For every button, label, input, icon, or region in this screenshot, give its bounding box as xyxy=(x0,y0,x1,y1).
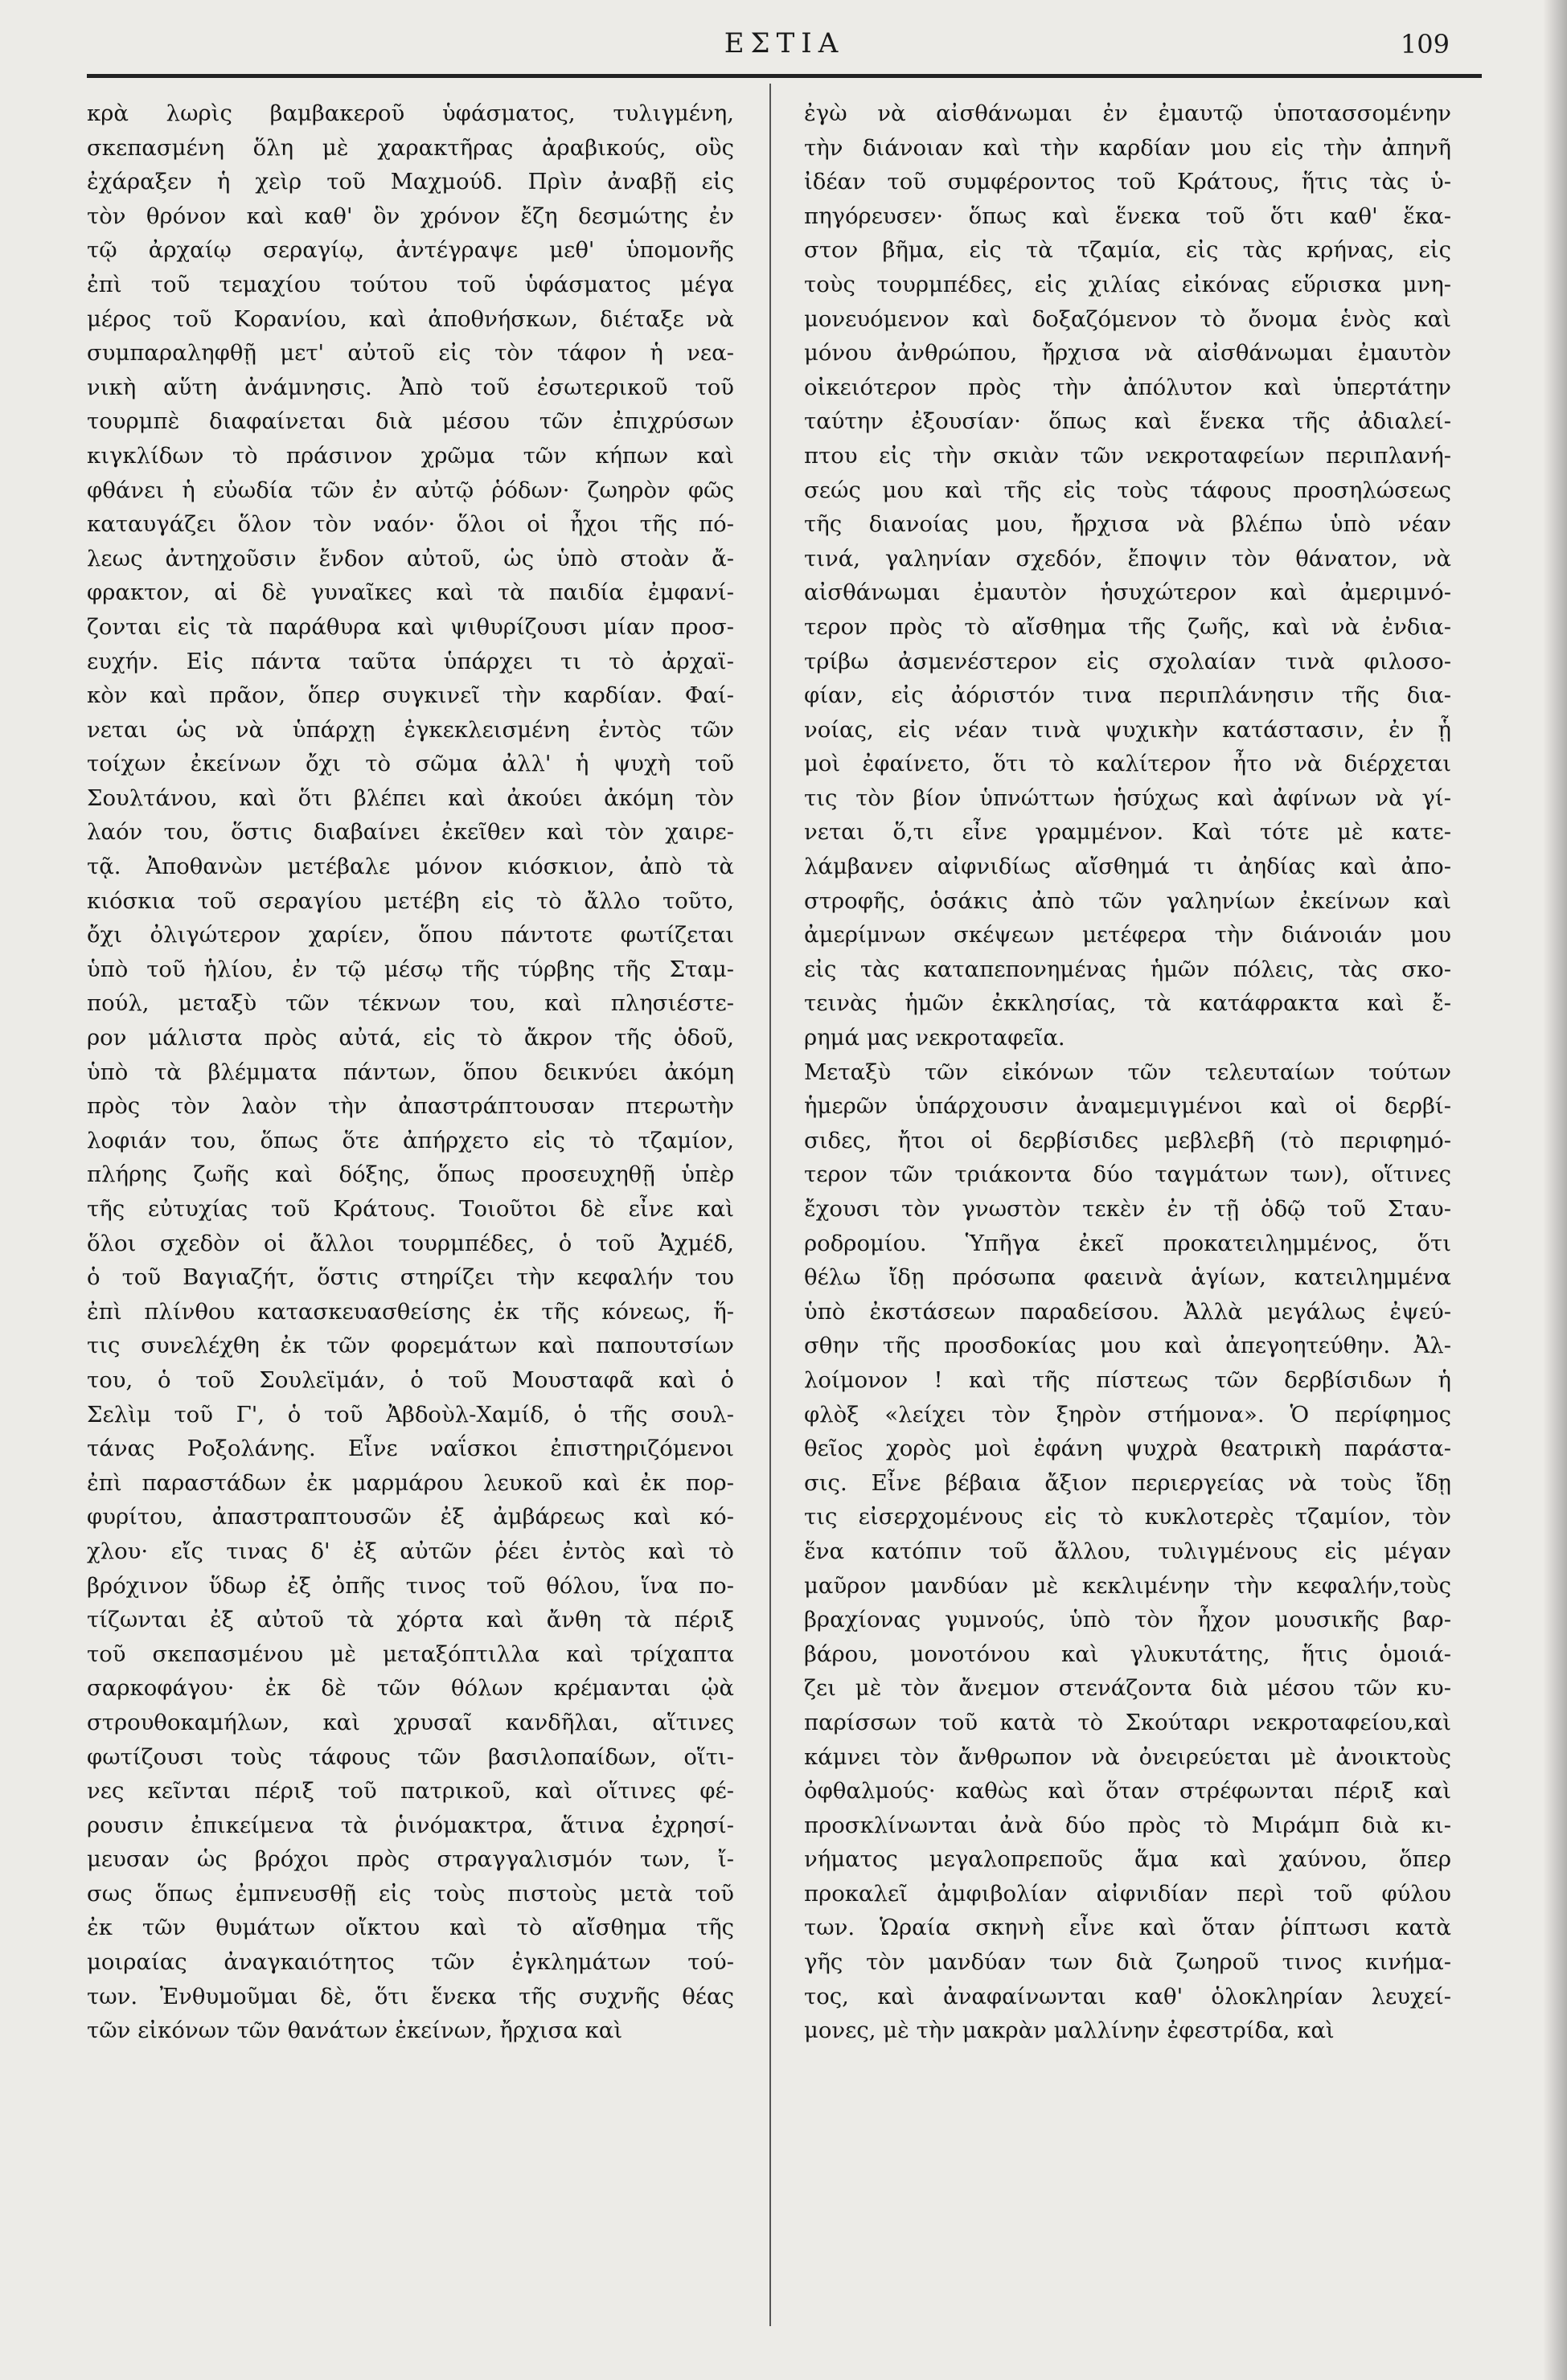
right-column-line: Μεταξὺ τῶν εἰκόνων τῶν τελευταίων τούτων xyxy=(804,1059,1451,1085)
left-column-line: φθάνει ἡ εὐωδία τῶν ἐν αὐτῷ ῥόδων· ζωηρὸν φῶς xyxy=(87,477,734,503)
right-column-line: μοὶ ἐφαίνετο, ὅτι τὸ καλίτερον ἦτο νὰ διέρχεται xyxy=(804,751,1451,777)
right-column-line: εἰς τὰς καταπεπονημένας ἡμῶν πόλεις, τὰς σκο- xyxy=(804,956,1451,982)
right-column-line: ἔχουσι τὸν γνωστὸν τεκὲν ἐν τῇ ὁδῷ τοῦ Σταυ- xyxy=(804,1196,1451,1222)
page-header xyxy=(87,24,1482,64)
left-column-line: τοῦ σκεπασμένου μὲ μεταξόπτιλλα καὶ τρίχαπτα xyxy=(87,1641,734,1667)
right-column-line: νοίας, εἰς νέαν τινὰ ψυχικὴν κατάστασιν, ἐν ᾗ xyxy=(804,716,1451,743)
right-column-line: σθην τῆς προσδοκίας μου καὶ ἀπεγοητεύθην. Ἀλ- xyxy=(804,1333,1451,1359)
right-column-line: σεώς μου καὶ τῆς εἰς τοὺς τάφους προσηλώσεως xyxy=(804,477,1451,503)
right-column-line: θέλω ἴδῃ πρόσωπα φαεινὰ ἁγίων, κατειλημμένα xyxy=(804,1264,1451,1291)
left-column-line: τὸν θρόνον καὶ καθ' ὃν χρόνον ἔζη δεσμώτης ἐν xyxy=(87,203,734,229)
right-column-line: λοίμονον ! καὶ τῆς πίστεως τῶν δερβίσιδων ἡ xyxy=(804,1366,1451,1393)
left-column-line: του, ὁ τοῦ Σουλεϊμάν, ὁ τοῦ Μουσταφᾶ καὶ ὁ xyxy=(87,1366,734,1393)
right-column-line: τεινὰς ἡμῶν ἐκκλησίας, τὰ κατάφρακτα καὶ ἔ- xyxy=(804,990,1451,1017)
left-column-line: ευχήν. Εἰς πάντα ταῦτα ὑπάρχει τι τὸ ἀρχαϊ- xyxy=(87,648,734,674)
right-column-line: νεται ὅ,τι εἶνε γραμμένον. Καὶ τότε μὲ κατε- xyxy=(804,819,1451,846)
right-column-line: τὴν διάνοιαν καὶ τὴν καρδίαν μου εἰς τὴν ἀπηνῆ xyxy=(804,134,1451,161)
left-column-line: τοίχων ἐκείνων ὄχι τὸ σῶμα ἀλλ' ἡ ψυχὴ τοῦ xyxy=(87,751,734,777)
left-column-line: μευσαν ὡς βρόχοι πρὸς στραγγαλισμόν των, ἴ- xyxy=(87,1846,734,1873)
right-column-line: βάρου, μονοτόνου καὶ γλυκυτάτης, ἥτις ὁμοιά- xyxy=(804,1641,1451,1667)
left-column-line: πούλ, μεταξὺ τῶν τέκνων του, καὶ πλησιέστε- xyxy=(87,990,734,1017)
left-column-line: ἐπὶ πλίνθου κατασκευασθείσης ἐκ τῆς κόνεως, ἥ- xyxy=(87,1298,734,1325)
left-column-line: τῷ ἀρχαίῳ σεραγίῳ, ἀντέγραψε μεθ' ὑπομονῆς xyxy=(87,237,734,264)
right-column-line: τρίβω ἀσμενέστερον εἰς σχολαίαν τινὰ φιλοσο- xyxy=(804,648,1451,674)
right-column-line: σιδες, ἤτοι οἱ δερβίσιδες μεβλεβῆ (τὸ περιφημό- xyxy=(804,1127,1451,1153)
right-column-line: ζει μὲ τὸν ἄνεμον στενάζοντα διὰ μέσου τῶν κυ- xyxy=(804,1675,1451,1702)
left-column-line: Σουλτάνου, καὶ ὅτι βλέπει καὶ ἀκούει ἀκόμη τὸν xyxy=(87,784,734,811)
left-column-line: φωτίζουσι τοὺς τάφους τῶν βασιλοπαίδων, οἵτι- xyxy=(87,1743,734,1770)
left-column-line: κιγκλίδων τὸ πράσινον χρῶμα τῶν κήπων καὶ xyxy=(87,442,734,469)
right-column-line: των. Ὡραία σκηνὴ εἶνε καὶ ὅταν ῥίπτωσι κατὰ xyxy=(804,1915,1451,1941)
left-column-line: ἐκ τῶν θυμάτων οἴκτου καὶ τὸ αἴσθημα τῆς xyxy=(87,1915,734,1941)
left-column-line: σκεπασμένη ὅλη μὲ χαρακτῆρας ἀραβικούς, οὓς xyxy=(87,134,734,161)
right-column-line: κάμνει τὸν ἄνθρωπον νὰ ὀνειρεύεται μὲ ἀνοικτοὺς xyxy=(804,1743,1451,1770)
left-column-line: μέρος τοῦ Κορανίου, καὶ ἀποθνήσκων, διέταξε νὰ xyxy=(87,305,734,332)
right-column-line: ροδρομίου. Ὑπῆγα ἐκεῖ προκατειλημμένος, ὅτι xyxy=(804,1230,1451,1256)
left-column-line: τίζωνται ἐξ αὐτοῦ τὰ χόρτα καὶ ἄνθη τὰ πέριξ xyxy=(87,1607,734,1633)
left-column-line: φρακτον, αἱ δὲ γυναῖκες καὶ τὰ παιδία ἐμφανί- xyxy=(87,580,734,606)
column-divider xyxy=(769,84,771,2326)
right-column-line: τῆς διανοίας μου, ἤρχισα νὰ βλέπω ὑπὸ νέαν xyxy=(804,511,1451,538)
left-column-line: των. Ἐνθυμοῦμαι δὲ, ὅτι ἕνεκα τῆς συχνῆς θέας xyxy=(87,1983,734,2009)
left-column-line: τῶν εἰκόνων τῶν θανάτων ἐκείνων, ἤρχισα καὶ xyxy=(87,2017,623,2044)
right-column-line: μόνου ἀνθρώπου, ἤρχισα νὰ αἰσθάνωμαι ἐμαυτὸν xyxy=(804,340,1451,367)
right-column-line: τις εἰσερχομένους εἰς τὸ κυκλοτερὲς τζαμίον, τὸν xyxy=(804,1504,1451,1530)
left-column-line: τουρμπὲ διαφαίνεται διὰ μέσου τῶν ἐπιχρύσων xyxy=(87,408,734,435)
right-column-line: ταύτην ἐξουσίαν· ὅπως καὶ ἕνεκα τῆς ἀδιαλεί- xyxy=(804,408,1451,435)
right-column-line: βραχίονας γυμνούς, ὑπὸ τὸν ἦχον μουσικῆς βαρ- xyxy=(804,1607,1451,1633)
right-column-line: μονευόμενον καὶ δοξαζόμενον τὸ ὄνομα ἑνὸς καὶ xyxy=(804,305,1451,332)
right-column-line: ρημά μας νεκροταφεῖα. xyxy=(804,1025,1065,1051)
right-column-line: γῆς τὸν μανδύαν των διὰ ζωηροῦ τινος κινήμα- xyxy=(804,1949,1451,1976)
right-column-line: ἀμερίμνων σκέψεων μετέφερα τὴν διάνοιάν μου xyxy=(804,922,1451,948)
right-column xyxy=(804,96,1451,2048)
left-column xyxy=(87,96,734,2048)
left-column-line: κὸν καὶ πρᾶον, ὅπερ συγκινεῖ τὴν καρδίαν. Φαί- xyxy=(87,682,734,709)
right-column-line: ἰδέαν τοῦ συμφέροντος τοῦ Κράτους, ἥτις τὰς ὑ- xyxy=(804,169,1451,195)
right-column-line: στροφῆς, ὁσάκις ἀπὸ τῶν γαληνίων ἐκείνων καὶ xyxy=(804,887,1451,914)
right-column-line: τοὺς τουρμπέδες, εἰς χιλίας εἰκόνας εὕρισκα μνη- xyxy=(804,271,1451,297)
right-column-line: τος, καὶ ἀναφαίνωνται καθ' ὁλοκληρίαν λευχεί- xyxy=(804,1983,1451,2009)
left-column-line: τις συνελέχθη ἐκ τῶν φορεμάτων καὶ παπουτσίων xyxy=(87,1333,734,1359)
right-column-line: ὑπὸ ἐκστάσεων παραδείσου. Ἀλλὰ μεγάλως ἐψεύ- xyxy=(804,1298,1451,1325)
right-column-line: πηγόρευσεν· ὅπως καὶ ἕνεκα τοῦ ὅτι καθ' ἕκα- xyxy=(804,203,1451,229)
right-column-line: μονες, μὲ τὴν μακρὰν μαλλίνην ἐφεστρίδα, καὶ xyxy=(804,2017,1335,2044)
left-column-line: λεως ἀντηχοῦσιν ἔνδον αὐτοῦ, ὡς ὑπὸ στοὰν ἄ- xyxy=(87,545,734,571)
left-column-line: ἐπὶ παραστάδων ἐκ μαρμάρου λευκοῦ καὶ ἐκ πορ- xyxy=(87,1469,734,1496)
right-column-line: πτου εἰς τὴν σκιὰν τῶν νεκροταφείων περιπλανή- xyxy=(804,442,1451,469)
left-column-line: ὁ τοῦ Βαγιαζήτ, ὅστις στηρίζει τὴν κεφαλήν του xyxy=(87,1264,734,1291)
right-column-line: σις. Εἶνε βέβαια ἄξιον περιεργείας νὰ τοὺς ἴδῃ xyxy=(804,1469,1451,1496)
right-column-line: ἕνα κατόπιν τοῦ ἄλλου, τυλιγμένους εἰς μέγαν xyxy=(804,1538,1451,1564)
left-column-line: ἐπὶ τοῦ τεμαχίου τούτου τοῦ ὑφάσματος μέγα xyxy=(87,271,734,297)
left-column-line: ὑπὸ τὰ βλέμματα πάντων, ὅπου δεικνύει ἀκόμη xyxy=(87,1059,734,1085)
left-column-line: τᾷ. Ἀποθανὼν μετέβαλε μόνον κιόσκιον, ἀπὸ τὰ xyxy=(87,854,734,880)
right-column-line: λάμβανεν αἰφνιδίως αἴσθημά τι ἀηδίας καὶ ἀπο- xyxy=(804,854,1451,880)
left-column-line: κιόσκια τοῦ σεραγίου μετέβη εἰς τὸ ἄλλο τοῦτο, xyxy=(87,887,734,914)
right-column-line: νήματος μεγαλοπρεποῦς ἅμα καὶ χαύνου, ὅπερ xyxy=(804,1846,1451,1873)
right-column-line: παρίσσων τοῦ κατὰ τὸ Σκούταρι νεκροταφείου,καὶ xyxy=(804,1709,1451,1735)
left-column-line: νες κεῖνται πέριξ τοῦ πατρικοῦ, καὶ οἵτινες φέ- xyxy=(87,1778,734,1804)
left-column-line: νεται ὡς νὰ ὑπάρχῃ ἐγκεκλεισμένη ἐντὸς τῶν xyxy=(87,716,734,743)
left-column-line: τῆς εὐτυχίας τοῦ Κράτους. Τοιοῦτοι δὲ εἶνε καὶ xyxy=(87,1196,734,1222)
right-column-line: μαῦρον μανδύαν μὲ κεκλιμένην τὴν κεφαλήν,τοὺς xyxy=(804,1572,1451,1599)
right-column-line: στον βῆμα, εἰς τὰ τζαμία, εἰς τὰς κρήνας, εἰς xyxy=(804,237,1451,264)
running-title: ΕΣΤΙΑ xyxy=(724,27,845,59)
right-column-line: φίαν, εἰς ἀόριστόν τινα περιπλάνησιν τῆς δια- xyxy=(804,682,1451,709)
left-column-line: μοιραίας ἀναγκαιότητος τῶν ἐγκλημάτων τού- xyxy=(87,1949,734,1976)
left-column-line: ὄχι ὀλιγώτερον χαρίεν, ὅπου πάντοτε φωτίζεται xyxy=(87,922,734,948)
right-column-line: τερον τῶν τριάκοντα δύο ταγμάτων των), οἵτινες xyxy=(804,1161,1451,1188)
page-number: 109 xyxy=(1400,29,1450,59)
left-column-line: βρόχινον ὕδωρ ἐξ ὀπῆς τινος τοῦ θόλου, ἵνα πο- xyxy=(87,1572,734,1599)
right-column-line: ὀφθαλμούς· καθὼς καὶ ὅταν στρέφωνται πέριξ καὶ xyxy=(804,1778,1451,1804)
right-column-line: τις τὸν βίον ὑπνώττων ἡσύχως καὶ ἀφίνων νὰ γί- xyxy=(804,784,1451,811)
left-column-line: χλου· εἴς τινας δ' ἐξ αὐτῶν ῥέει ἐντὸς καὶ τὸ xyxy=(87,1538,734,1564)
left-column-line: λαόν του, ὅστις διαβαίνει ἐκεῖθεν καὶ τὸν χαιρε- xyxy=(87,819,734,846)
left-column-line: κρὰ λωρὶς βαμβακεροῦ ὑφάσματος, τυλιγμένη, xyxy=(87,100,734,126)
left-column-line: ρον μάλιστα πρὸς αὐτά, εἰς τὸ ἄκρον τῆς ὁδοῦ, xyxy=(87,1025,734,1051)
right-column-line: αἰσθάνωμαι ἐμαυτὸν ἡσυχώτερον καὶ ἀμεριμνό- xyxy=(804,580,1451,606)
left-column-line: ρουσιν ἐπικείμενα τὰ ῥινόμακτρα, ἅτινα ἐχρησί- xyxy=(87,1812,734,1838)
right-column-line: οἰκειότερον πρὸς τὴν ἀπόλυτον καὶ ὑπερτάτην xyxy=(804,374,1451,400)
left-column-line: πλήρης ζωῆς καὶ δόξης, ὅπως προσευχηθῇ ὑπὲρ xyxy=(87,1161,734,1188)
left-column-line: σαρκοφάγου· ἐκ δὲ τῶν θόλων κρέμανται ᾠὰ xyxy=(87,1675,734,1702)
left-column-line: ὅλοι σχεδὸν οἱ ἄλλοι τουρμπέδες, ὁ τοῦ Ἀχμέδ, xyxy=(87,1230,734,1256)
left-column-line: Σελὶμ τοῦ Γ', ὁ τοῦ Ἀβδοὺλ-Χαμίδ, ὁ τῆς σουλ- xyxy=(87,1401,734,1428)
right-column-line: τινά, γαληνίαν σχεδόν, ἔποψιν τὸν θάνατον, νὰ xyxy=(804,545,1451,571)
right-column-line: προκαλεῖ ἀμφιβολίαν αἰφνιδίαν περὶ τοῦ φύλου xyxy=(804,1880,1451,1907)
right-column-line: ἐγὼ νὰ αἰσθάνωμαι ἐν ἐμαυτῷ ὑποτασσομένην xyxy=(804,100,1451,126)
left-column-line: ἐχάραξεν ἡ χεὶρ τοῦ Μαχμούδ. Πρὶν ἀναβῇ εἰς xyxy=(87,169,734,195)
right-column-line: προσκλίνωνται ἀνὰ δύο πρὸς τὸ Μιράμπ διὰ κι- xyxy=(804,1812,1451,1838)
left-column-line: νικὴ αὕτη ἀνάμνησις. Ἀπὸ τοῦ ἐσωτερικοῦ τοῦ xyxy=(87,374,734,400)
right-column-line: φλὸξ «λείχει τὸν ξηρὸν στήμονα». Ὁ περίφημος xyxy=(804,1401,1451,1428)
left-column-line: καταυγάζει ὅλον τὸν ναόν· ὅλοι οἱ ἦχοι τῆς πό- xyxy=(87,511,734,538)
left-column-line: λοφιάν του, ὅπως ὅτε ἀπήρχετο εἰς τὸ τζαμίον, xyxy=(87,1127,734,1153)
left-column-line: ζονται εἰς τὰ παράθυρα καὶ ψιθυρίζουσι μίαν προσ- xyxy=(87,613,734,640)
left-column-line: φυρίτου, ἀπαστραπτουσῶν ἐξ ἀμβάρεως καὶ κό- xyxy=(87,1504,734,1530)
left-column-line: στρουθοκαμήλων, καὶ χρυσαῖ κανδῆλαι, αἵτινες xyxy=(87,1709,734,1735)
right-column-line: ἡμερῶν ὑπάρχουσιν ἀναμεμιγμένοι καὶ οἱ δερβί- xyxy=(804,1093,1451,1120)
left-column-line: σως ὅπως ἐμπνευσθῇ εἰς τοὺς πιστοὺς μετὰ τοῦ xyxy=(87,1880,734,1907)
left-column-line: ὑπὸ τοῦ ἡλίου, ἐν τῷ μέσῳ τῆς τύρβης τῆς Σταμ- xyxy=(87,956,734,982)
left-column-line: πρὸς τὸν λαὸν τὴν ἀπαστράπτουσαν πτερωτὴν xyxy=(87,1093,734,1120)
left-column-line: συμπαραληφθῇ μετ' αὐτοῦ εἰς τὸν τάφον ἡ νεα- xyxy=(87,340,734,367)
header-rule xyxy=(87,74,1482,78)
right-column-line: θεῖος χορὸς μοὶ ἐφάνη ψυχρὰ θεατρικὴ παράστα- xyxy=(804,1436,1451,1462)
right-column-line: τερον πρὸς τὸ αἴσθημα τῆς ζωῆς, καὶ νὰ ἐνδια- xyxy=(804,613,1451,640)
left-column-line: τάνας Ροξολάνης. Εἶνε ναΐσκοι ἐπιστηριζόμενοι xyxy=(87,1436,734,1462)
